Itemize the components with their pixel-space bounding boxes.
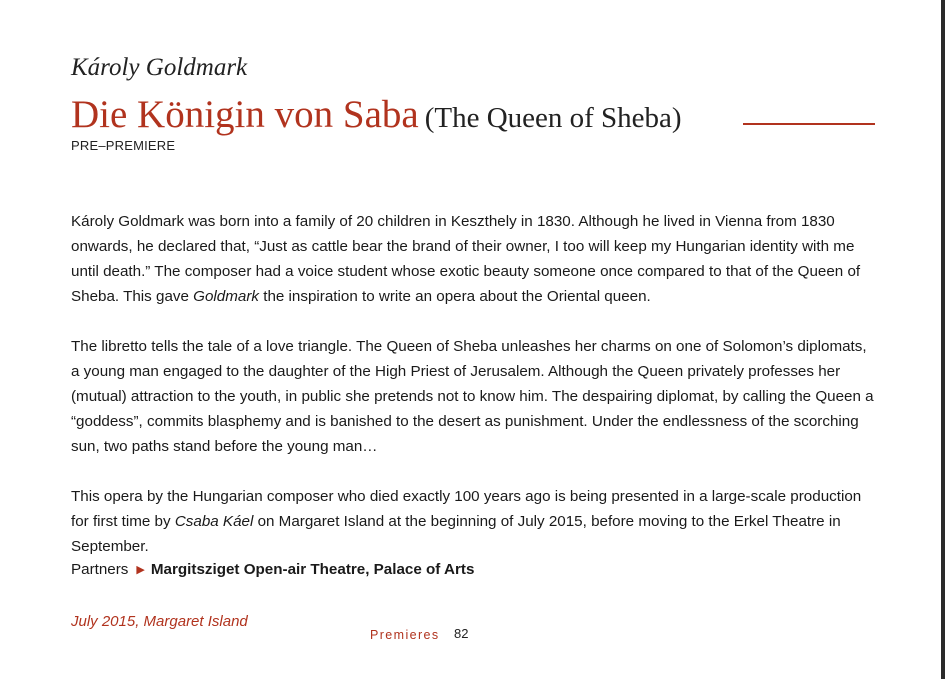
partners-label: Partners bbox=[71, 561, 129, 578]
composer-name: Károly Goldmark bbox=[71, 54, 248, 81]
date-location: July 2015, Margaret Island bbox=[71, 613, 248, 630]
paragraph-3 bbox=[71, 484, 876, 559]
partners-line bbox=[71, 561, 474, 578]
triangle-right-icon: ▶ bbox=[136, 564, 145, 576]
page-number: 82 bbox=[454, 626, 469, 641]
page-edge-bar bbox=[941, 0, 945, 679]
paragraph-1 bbox=[71, 209, 876, 309]
title-subtitle: (The Queen of Sheba) bbox=[424, 102, 682, 134]
paragraph-3-emphasis: Csaba Káel bbox=[174, 513, 254, 530]
partners-value: Margitsziget Open-air Theatre, Palace of Arts bbox=[150, 561, 475, 578]
footer-section-title: Premieres bbox=[370, 628, 440, 642]
event-label: PRE–PREMIERE bbox=[71, 138, 176, 153]
paragraph-3-text-b: on Margaret Island at the beginning of July 2015, before moving to the Erkel Theatre in September. bbox=[71, 513, 841, 555]
paragraph-1-text-a: Károly Goldmark was born into a family of 20 children in Keszthely in 1830. Although he lived in Vienna from 1830 onwards, he declared that, “Just as cattle bear the brand of their owner, I too will keep my Hungarian identity with me until death.” The composer had a voice student whose exotic beauty someone once compared to that of the Queen of Sheba. This gave bbox=[71, 213, 861, 305]
paragraph-1-emphasis: Goldmark bbox=[193, 288, 259, 305]
opera-title bbox=[71, 92, 682, 137]
body-text bbox=[71, 209, 876, 584]
paragraph-2: The libretto tells the tale of a love triangle. The Queen of Sheba unleashes her charms on one of Solomon’s diplomats, a young man engaged to the daughter of the High Priest of Jerusalem. Although the Queen privately professes her (mutual) attraction to the youth, in public she pretends not to know him. The despairing diplomat, by calling the Queen a “goddess”, commits blasphemy and is banished to the desert as punishment. Under the endlessness of the scorching sun, two paths stand before the young man… bbox=[71, 338, 874, 455]
title-main: Die Königin von Saba bbox=[71, 93, 419, 136]
paragraph-3-text-a: This opera by the Hungarian composer who died exactly 100 years ago is being presented in a large-scale production for first time by bbox=[71, 488, 862, 530]
title-rule bbox=[743, 123, 875, 125]
paragraph-1-text-b: the inspiration to write an opera about the Oriental queen. bbox=[259, 288, 651, 305]
